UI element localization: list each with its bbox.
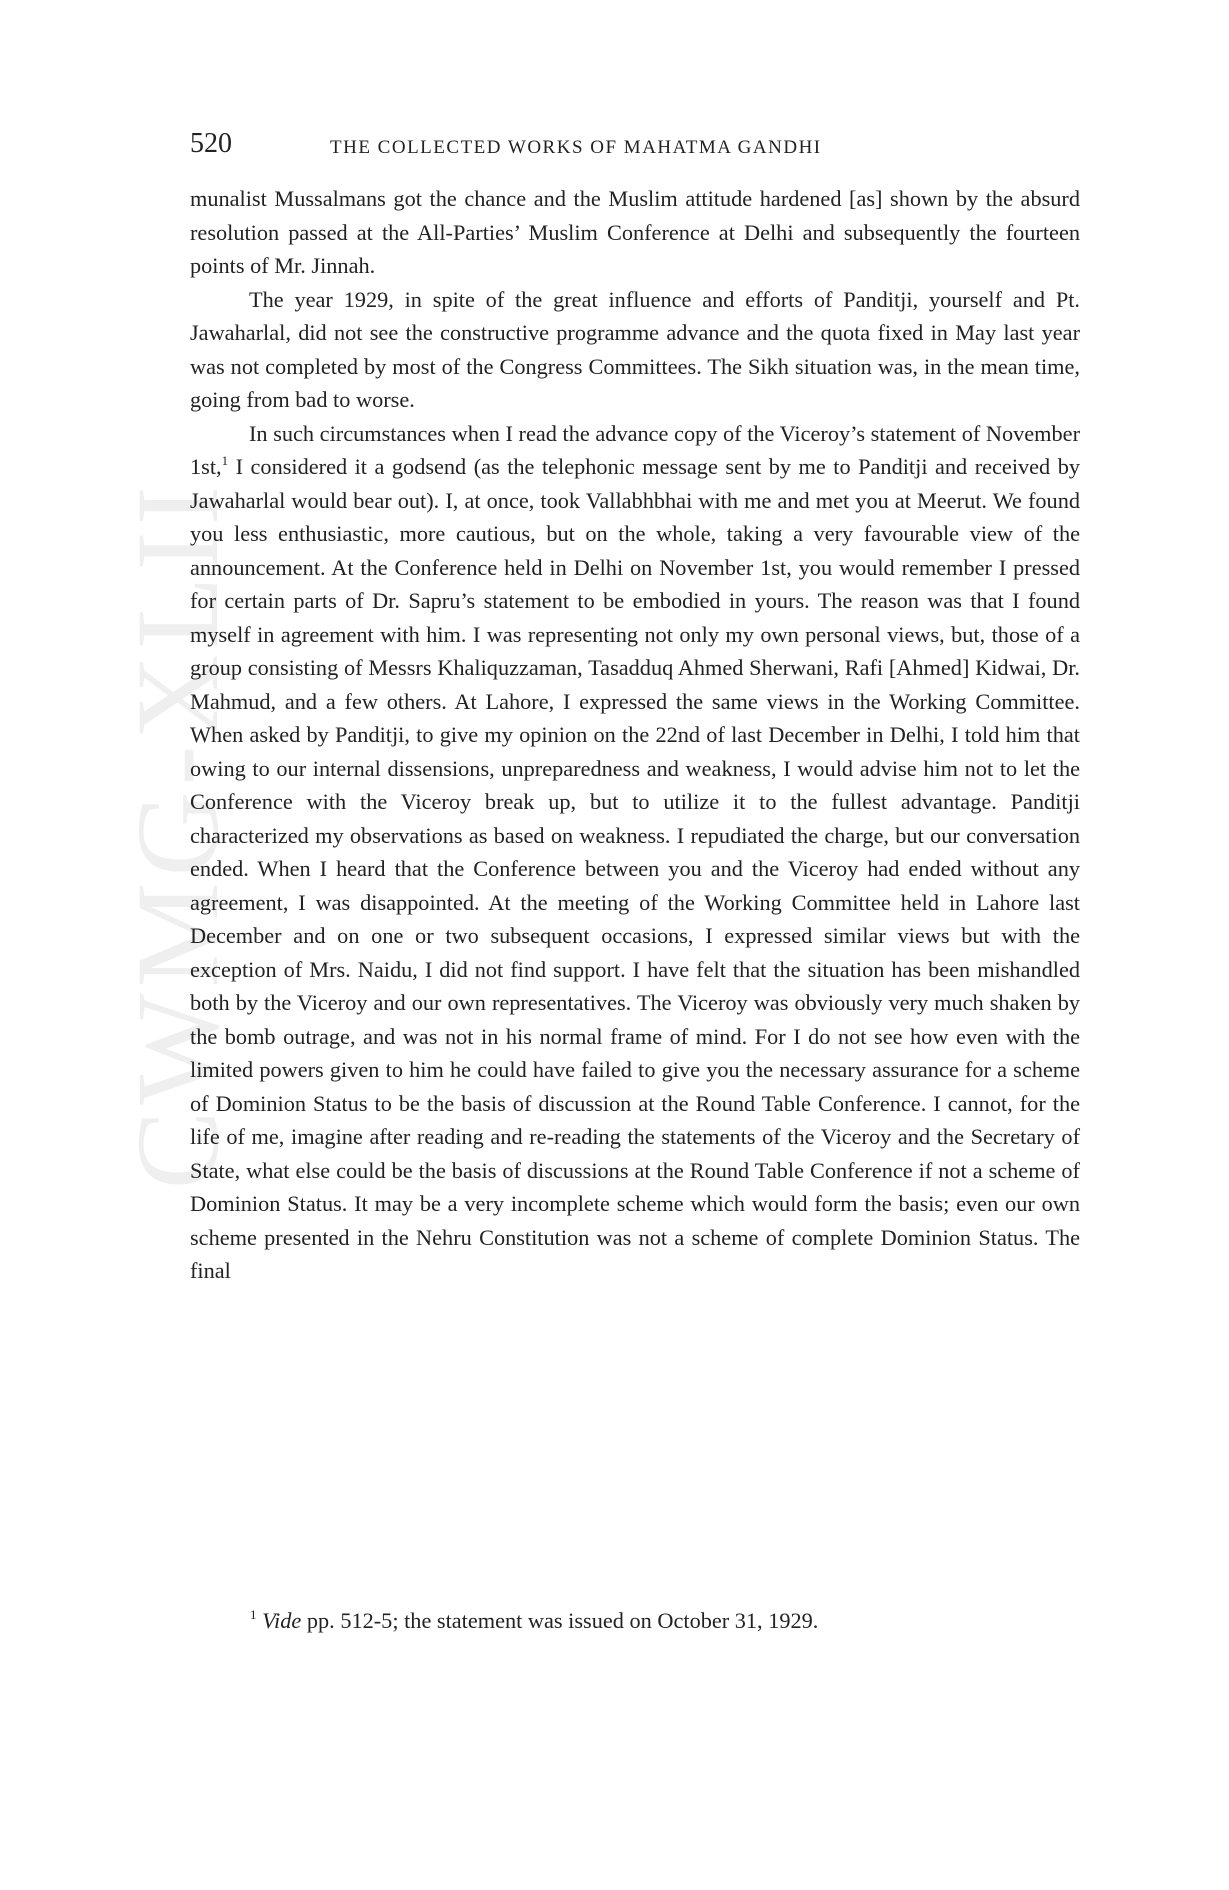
footnote-text: pp. 512-5; the statement was issued on October 31, 1929. (301, 1608, 819, 1633)
paragraph-text: The year 1929, in spite of the great influence and efforts of Panditji, yourself and Pt. Jawaharlal, did not see the constructive programme advance and the quota fixed in May last year was not completed by most of the Congress Committees. The Sikh situation was, in the mean time, going from bad to worse. (190, 286, 1080, 412)
body-text (190, 182, 1080, 1288)
page-number: 520 (190, 128, 232, 159)
paragraph-text: I considered it a godsend (as the telephonic message sent by me to Panditji and received by Jawaharlal would bear out). I, at once, took Vallabhbhai with me and met you at Meerut. We found you less enthusiastic, more cautious, but on the whole, taking a very favourable view of the announcement. At the Conference held in Delhi on November 1st, you would remember I pressed for certain parts of Dr. Sapru’s statement to be embodied in yours. The reason was that I found myself in agreement with him. I was representing not only my own personal views, but, those of a group consisting of Messrs Khaliquzzaman, Tasadduq Ahmed Sherwani, Rafi [Ahmed] Kidwai, Dr. Mahmud, and a few others. At Lahore, I expressed the same views in the Working Committee. When asked by Panditji, to give my opinion on the 22nd of last December in Delhi, I told him that owing to our internal dissensions, unpreparedness and weakness, I would advise him not to let the Conference with the Viceroy break up, but to utilize it to the fullest advantage. Panditji characterized my observations as based on weakness. I repudiated the charge, but our conversation ended. When I heard that the Conference between you and the Viceroy had ended without any agreement, I was disappointed. At the meeting of the Working Committee held in Lahore last December and on one or two subsequent occasions, I expressed similar views but with the exception of Mrs. Naidu, I did not find support. I have felt that the situation has been mishandled both by the Viceroy and our own representatives. The Viceroy was obviously very much shaken by the bomb outrage, and was not in his normal frame of mind. For I do not see how even with the limited powers given to him he could have failed to give you the necessary assurance for a scheme of Dominion Status to be the basis of discussion at the Round Table Conference. I cannot, for the life of me, imagine after reading and re-reading the statements of the Viceroy and the Secretary of State, what else could be the basis of discussions at the Round Table Conference if not a scheme of Dominion Status. It may be a very incomplete scheme which would form the basis; even our own scheme presented in the Nehru Constitution was not a scheme of complete Dominion Status. The final (190, 454, 1080, 1283)
footnote-marker: 1 (250, 1607, 257, 1622)
footnote-vide: Vide (262, 1608, 302, 1633)
paragraph-text: munalist Mussalmans got the chance and the Muslim attitude hardened [as] shown by the absurd resolution passed at the All-Parties’ Muslim Conference at Delhi and subsequently the fourteen points of Mr. Jinnah. (190, 186, 1080, 278)
paragraph (190, 182, 1080, 283)
watermark: CWMG-XLII (112, 480, 243, 1190)
footnote (250, 1600, 1080, 1636)
paragraph (190, 417, 1080, 1288)
paragraph (190, 283, 1080, 417)
paragraph-text: In such circumstances when I read the advance copy of the Viceroy’s statement of November 1st, (190, 420, 1080, 479)
running-head: THE COLLECTED WORKS OF MAHATMA GANDHI (330, 137, 822, 158)
page-header (190, 128, 1090, 168)
footnote-reference: 1 (221, 453, 229, 468)
